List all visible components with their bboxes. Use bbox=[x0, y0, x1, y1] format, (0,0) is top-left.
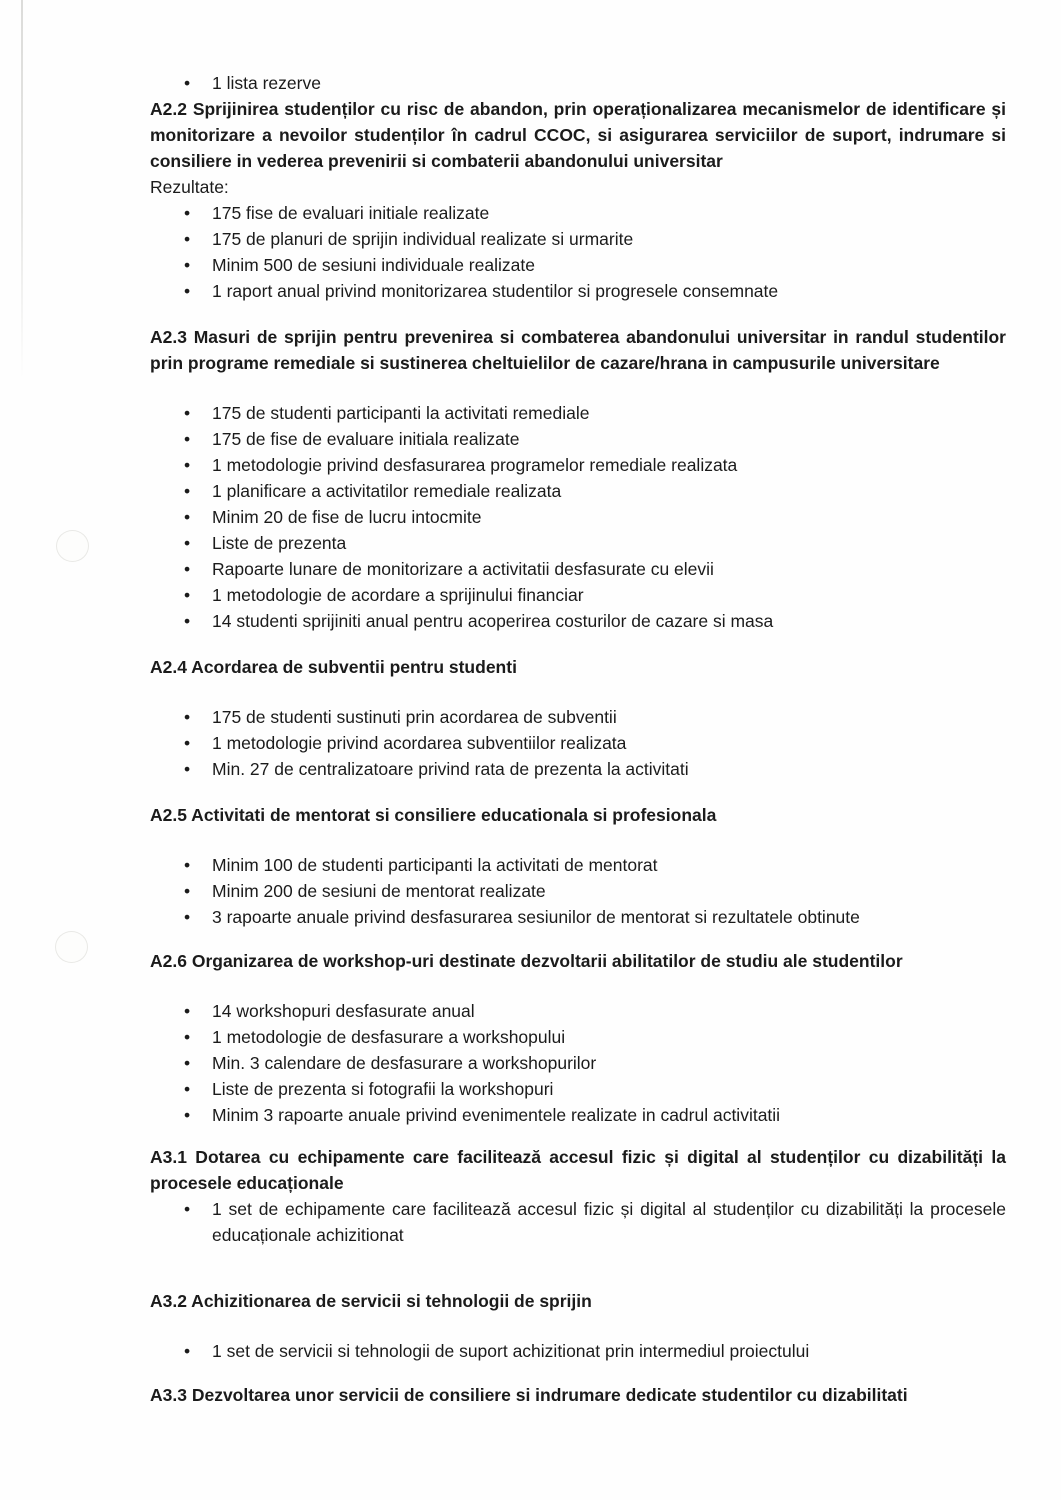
scan-edge-line bbox=[21, 0, 23, 380]
bullet-item: • Minim 20 de fise de lucru intocmite bbox=[212, 504, 1006, 530]
section-heading: A3.2 Achizitionarea de servicii si tehnologii de sprijin bbox=[150, 1291, 592, 1311]
bullet-item: • Minim 500 de sesiuni individuale realizate bbox=[212, 252, 1006, 278]
section-heading: A3.1 Dotarea cu echipamente care facilitează accesul fizic și digital al studenților cu dizabilități la procesele educaționale bbox=[150, 1147, 1006, 1193]
bullet-item: • Min. 3 calendare de desfasurare a workshopurilor bbox=[212, 1050, 1006, 1076]
section-a2-6 bbox=[150, 948, 1006, 1128]
bullet-item: • 3 rapoarte anuale privind desfasurarea sesiunilor de mentorat si rezultatele obtinute bbox=[212, 904, 1006, 930]
section-heading: A3.3 Dezvoltarea unor servicii de consiliere si indrumare dedicate studentilor cu dizabilitati bbox=[150, 1385, 908, 1405]
bullet-item: • 1 metodologie privind acordarea subventiilor realizata bbox=[212, 730, 1006, 756]
bullet-item: • 1 metodologie de acordare a sprijinului financiar bbox=[212, 582, 1006, 608]
section-a3-2 bbox=[150, 1288, 1006, 1364]
document-content bbox=[150, 0, 1006, 1408]
punch-hole bbox=[55, 931, 88, 963]
bullet-list bbox=[150, 704, 1006, 782]
bullet-list bbox=[150, 400, 1006, 634]
bullet-list bbox=[150, 852, 1006, 930]
section-heading: A2.6 Organizarea de workshop-uri destinate dezvoltarii abilitatilor de studiu ale studentilor bbox=[150, 951, 903, 971]
bullet-item: • 175 de studenti participanti la activitati remediale bbox=[212, 400, 1006, 426]
bullet-item: • 1 set de echipamente care facilitează accesul fizic și digital al studenților cu dizabilități la procesele educaționale achizitionat bbox=[212, 1196, 1006, 1248]
bullet-item: • 1 metodologie privind desfasurarea programelor remediale realizata bbox=[212, 452, 1006, 478]
bullet-item: • 14 studenti sprijiniti anual pentru acoperirea costurilor de cazare si masa bbox=[212, 608, 1006, 634]
bullet-item: • 175 de planuri de sprijin individual realizate si urmarite bbox=[212, 226, 1006, 252]
bullet-item: • Min. 27 de centralizatoare privind rata de prezenta la activitati bbox=[212, 756, 1006, 782]
bullet-item: • 1 raport anual privind monitorizarea studentilor si progresele consemnate bbox=[212, 278, 1006, 304]
section-heading: A2.5 Activitati de mentorat si consiliere educationala si profesionala bbox=[150, 805, 717, 825]
bullet-item: • 1 planificare a activitatilor remediale realizata bbox=[212, 478, 1006, 504]
punch-hole bbox=[56, 530, 89, 562]
bullet-item: • Liste de prezenta si fotografii la workshopuri bbox=[212, 1076, 1006, 1102]
section-a2-4 bbox=[150, 654, 1006, 782]
bullet-list bbox=[150, 200, 1006, 304]
section-a3-1 bbox=[150, 1144, 1006, 1248]
bullet-item: • Minim 200 de sesiuni de mentorat realizate bbox=[212, 878, 1006, 904]
section-heading: A2.2 Sprijinirea studenților cu risc de abandon, prin operaționalizarea mecanismelor de identificare și monitorizare a nevoilor studenților în cadrul CCOC, si asigurarea serviciilor de suport, indrumare si consiliere in vederea prevenirii si combaterii abandonului universitar bbox=[150, 99, 1006, 171]
bullet-item: • Minim 3 rapoarte anuale privind evenimentele realizate in cadrul activitatii bbox=[212, 1102, 1006, 1128]
section-a2-3 bbox=[150, 324, 1006, 634]
bullet-item: • 1 set de servicii si tehnologii de suport achizitionat prin intermediul proiectului bbox=[212, 1338, 1006, 1364]
bullet-list bbox=[150, 1338, 1006, 1364]
bullet-item: • 1 metodologie de desfasurare a workshopului bbox=[212, 1024, 1006, 1050]
section-a2-2 bbox=[150, 96, 1006, 304]
bullet-item: • Minim 100 de studenti participanti la activitati de mentorat bbox=[212, 852, 1006, 878]
bullet-item: • 175 de studenti sustinuti prin acordarea de subventii bbox=[212, 704, 1006, 730]
intro-bullet-list bbox=[150, 70, 1006, 96]
bullet-item: • 1 lista rezerve bbox=[212, 70, 1006, 96]
results-label: Rezultate: bbox=[150, 177, 229, 197]
bullet-item: • 175 fise de evaluari initiale realizate bbox=[212, 200, 1006, 226]
bullet-item: • Rapoarte lunare de monitorizare a activitatii desfasurate cu elevii bbox=[212, 556, 1006, 582]
bullet-item: • 175 de fise de evaluare initiala realizate bbox=[212, 426, 1006, 452]
bullet-item: • 14 workshopuri desfasurate anual bbox=[212, 998, 1006, 1024]
section-a2-5 bbox=[150, 802, 1006, 930]
section-heading: A2.4 Acordarea de subventii pentru studenti bbox=[150, 657, 517, 677]
bullet-item: • Liste de prezenta bbox=[212, 530, 1006, 556]
bullet-list bbox=[150, 1196, 1006, 1248]
section-a3-3 bbox=[150, 1382, 1006, 1408]
section-heading: A2.3 Masuri de sprijin pentru prevenirea si combaterea abandonului universitar in randul studentilor prin programe remediale si sustinerea cheltuielilor de cazare/hrana in campusurile universitare bbox=[150, 327, 1006, 373]
bullet-list bbox=[150, 998, 1006, 1128]
